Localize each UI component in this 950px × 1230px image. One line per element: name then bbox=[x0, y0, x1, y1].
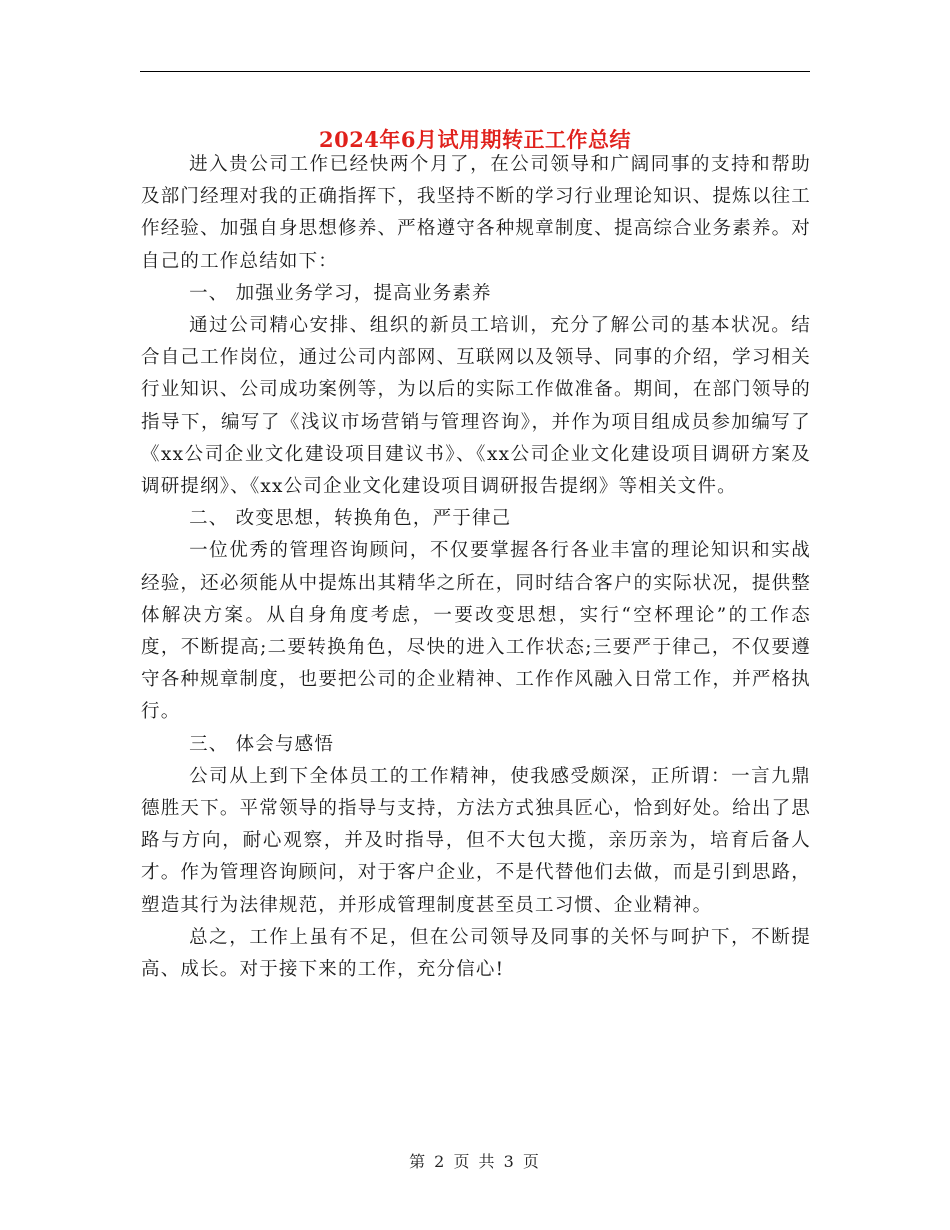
section-heading-1: 一、 加强业务学习，提高业务素养 bbox=[189, 282, 492, 304]
section-2-paragraph: 一位优秀的管理咨询顾问，不仅要掌握各行各业丰富的理论知识和实战经验，还必须能从中提炼出其精华之所在，同时结合客户的实际状况，提供整体解决方案。从自身角度考虑，一要改变思想，实行“空杯理论”的工作态度，不断提高;二要转换角色，尽快的进入工作状态;三要严于律己，不仅要遵守各种规章制度，也要把公司的企业精神、工作作风融入日常工作，并严格执行。 bbox=[141, 540, 811, 723]
conclusion-paragraph: 总之，工作上虽有不足，但在公司领导及同事的关怀与呵护下，不断提高、成长。对于接下来的工作，充分信心! bbox=[141, 926, 811, 981]
document-body bbox=[141, 149, 811, 986]
header-rule bbox=[140, 71, 810, 72]
intro-paragraph: 进入贵公司工作已经快两个月了，在公司领导和广阔同事的支持和帮助及部门经理对我的正确指挥下，我坚持不断的学习行业理论知识、提炼以往工作经验、加强自身思想修养、严格遵守各种规章制度、提高综合业务素养。对自己的工作总结如下： bbox=[141, 154, 811, 272]
page-number-footer: 第 2 页 共 3 页 bbox=[409, 1152, 541, 1171]
section-3-paragraph: 公司从上到下全体员工的工作精神，使我感受颇深，正所谓：一言九鼎德胜天下。平常领导的指导与支持，方法方式独具匠心，恰到好处。给出了思路与方向，耐心观察，并及时指导，但不大包大揽，亲历亲为，培育后备人才。作为管理咨询顾问，对于客户企业，不是代替他们去做，而是引到思路，塑造其行为法律规范，并形成管理制度甚至员工习惯、企业精神。 bbox=[141, 765, 811, 916]
section-heading-3: 三、 体会与感悟 bbox=[189, 733, 335, 755]
section-heading-2: 二、 改变思想，转换角色，严于律己 bbox=[189, 508, 512, 530]
section-1-paragraph: 通过公司精心安排、组织的新员工培训，充分了解公司的基本状况。结合自己工作岗位，通过公司内部网、互联网以及领导、同事的介绍，学习相关行业知识、公司成功案例等，为以后的实际工作做准备。期间，在部门领导的指导下，编写了《浅议市场营销与管理咨询》，并作为项目组成员参加编写了《xx公司企业文化建设项目建议书》、《xx公司企业文化建设项目调研方案及调研提纲》、《xx公司企业文化建设项目调研报告提纲》等相关文件。 bbox=[141, 315, 811, 498]
document-title: 2024年6月试用期转正工作总结 bbox=[318, 127, 632, 153]
